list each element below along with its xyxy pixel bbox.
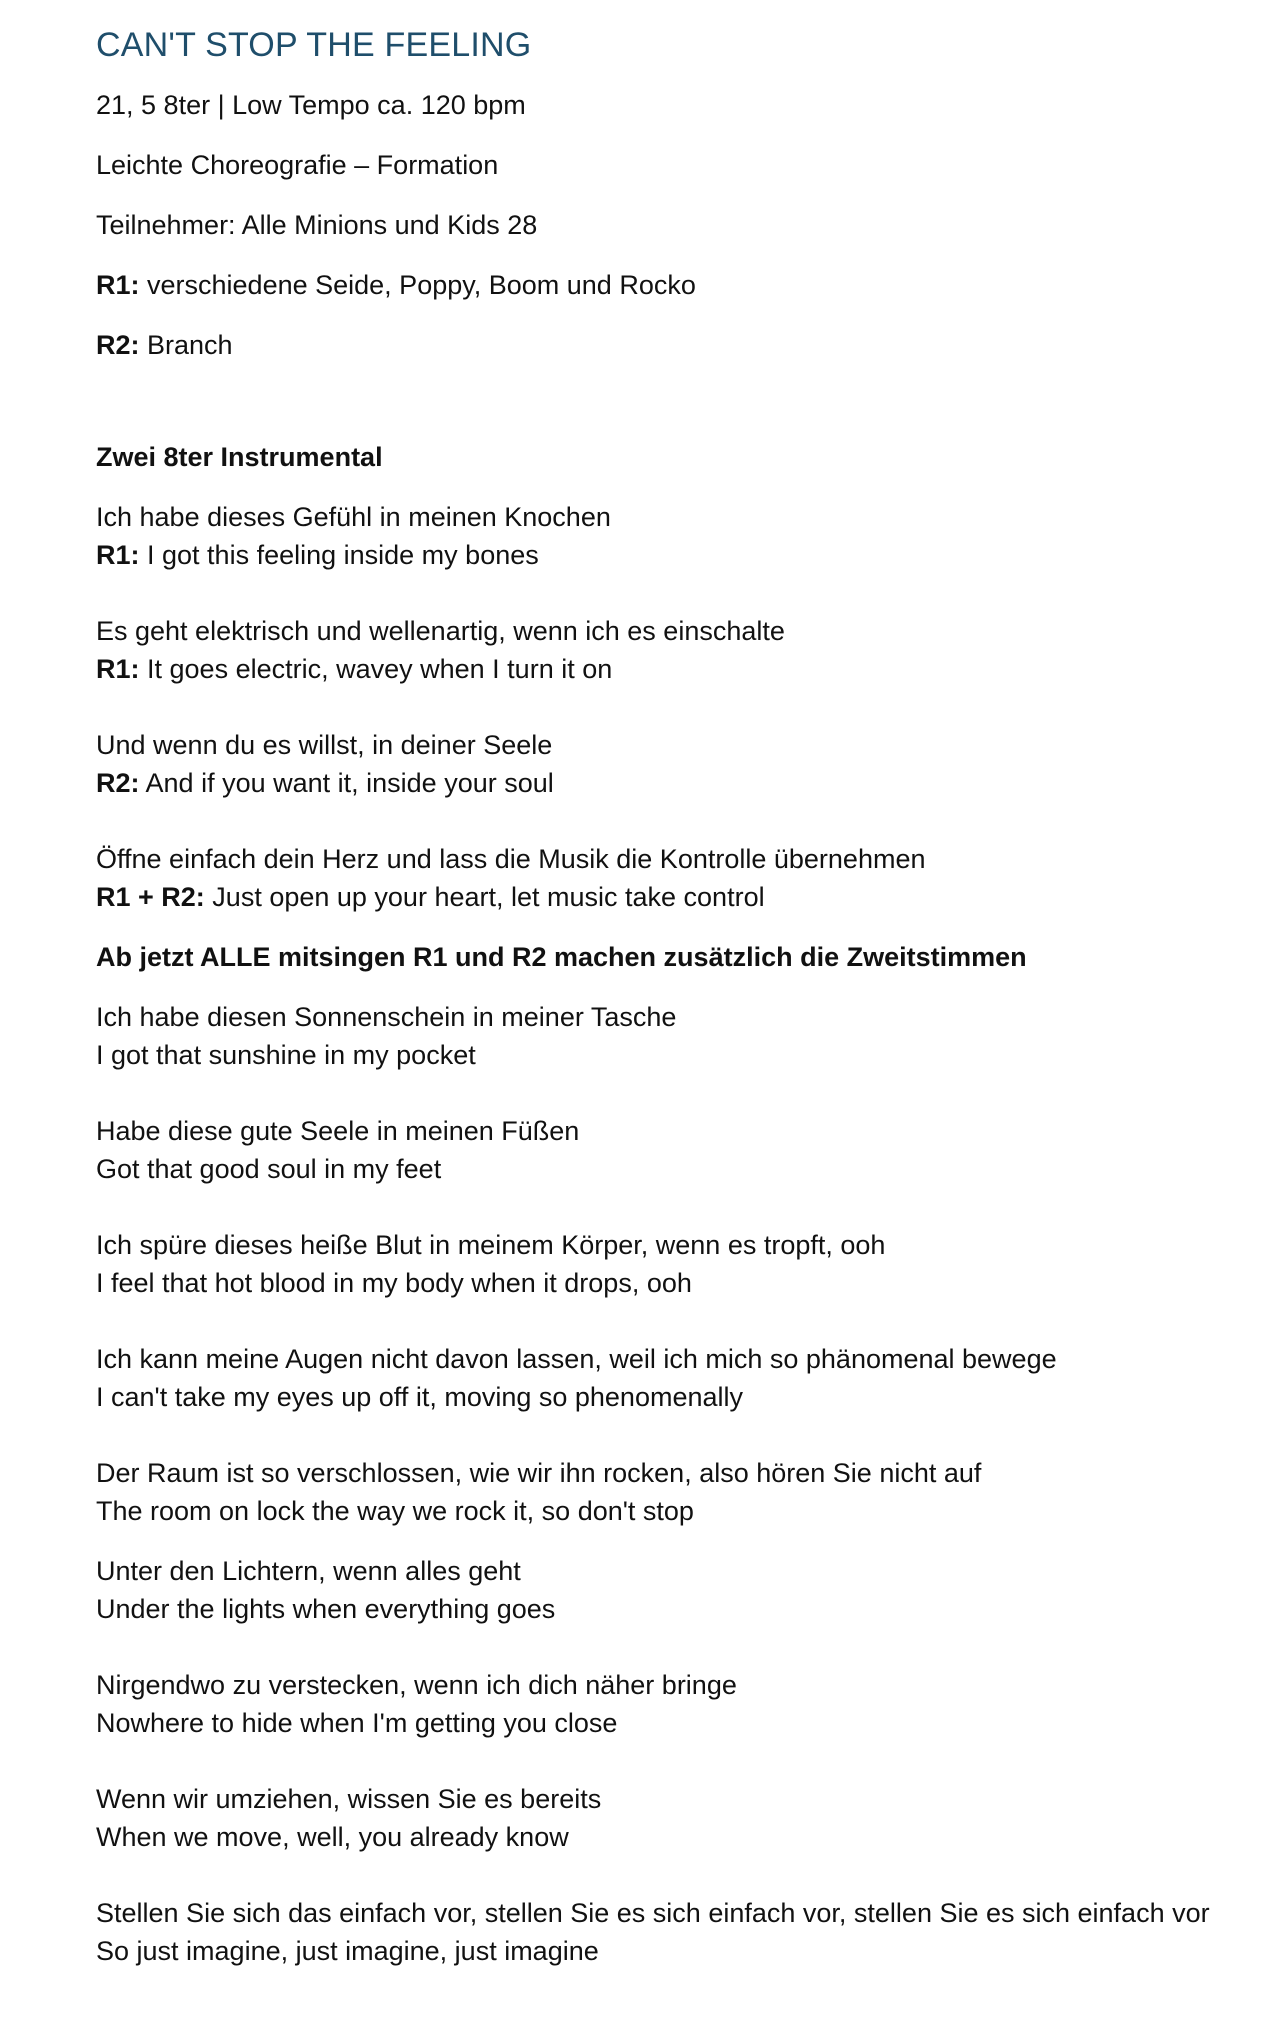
- chorus-de-line: Habe diese gute Seele in meinen Füßen: [96, 1116, 580, 1146]
- chorus-de-line: Ich kann meine Augen nicht davon lassen, weil ich mich so phänomenal bewege: [96, 1344, 1057, 1374]
- chorus-de-line: Der Raum ist so verschlossen, wie wir ihn rocken, also hören Sie nicht auf: [96, 1458, 982, 1488]
- participants-line: Teilnehmer: Alle Minions und Kids 28: [96, 210, 538, 240]
- chorus-stanza: [96, 1780, 1276, 1856]
- chorus-stanza: [96, 1894, 1276, 1970]
- verse-de-line: Öffne einfach dein Herz und lass die Musik die Kontrolle übernehmen: [96, 844, 926, 874]
- spacer: [96, 386, 1276, 438]
- chorus-en-line: Under the lights when everything goes: [96, 1594, 556, 1624]
- r2-text: Branch: [139, 330, 233, 360]
- all-sing-heading: Ab jetzt ALLE mitsingen R1 und R2 machen zusätzlich die Zweitstimmen: [96, 942, 1027, 972]
- chorus-stanza: [96, 1112, 1276, 1188]
- chorus-en-line: I can't take my eyes up off it, moving so phenomenally: [96, 1382, 743, 1412]
- chorus-stanza: [96, 1666, 1276, 1742]
- verse-stanza: [96, 840, 1276, 916]
- document: [96, 22, 1276, 1970]
- r1-label: R1:: [96, 270, 140, 300]
- verse-en-line: [96, 650, 1276, 688]
- chorus-de-line: Nirgendwo zu verstecken, wenn ich dich näher bringe: [96, 1670, 737, 1700]
- verse-role-label: R1:: [96, 654, 140, 684]
- verse-en-line: [96, 878, 1276, 916]
- verse-de-line: Ich habe dieses Gefühl in meinen Knochen: [96, 502, 611, 532]
- chorus-de-line: Wenn wir umziehen, wissen Sie es bereits: [96, 1784, 602, 1814]
- style-line: Leichte Choreografie – Formation: [96, 150, 499, 180]
- verse-role-label: R2:: [96, 768, 140, 798]
- verse-de-line: Und wenn du es willst, in deiner Seele: [96, 730, 553, 760]
- verse-role-label: R1 + R2:: [96, 882, 205, 912]
- chorus-stanza: [96, 1552, 1276, 1628]
- chorus-stanza: [96, 1454, 1276, 1530]
- verse-en-text: I got this feeling inside my bones: [139, 540, 539, 570]
- intro-heading: Zwei 8ter Instrumental: [96, 442, 383, 472]
- chorus-en-line: Nowhere to hide when I'm getting you close: [96, 1708, 618, 1738]
- song-title: CAN'T STOP THE FEELING: [96, 26, 532, 64]
- r1-text: verschiedene Seide, Poppy, Boom und Rocko: [139, 270, 696, 300]
- verse-en-line: [96, 536, 1276, 574]
- chorus-de-line: Ich habe diesen Sonnenschein in meiner Tasche: [96, 1002, 677, 1032]
- chorus-de-line: Unter den Lichtern, wenn alles geht: [96, 1556, 521, 1586]
- verse-en-line: [96, 764, 1276, 802]
- chorus-en-line: When we move, well, you already know: [96, 1822, 569, 1852]
- chorus-en-line: I feel that hot blood in my body when it drops, ooh: [96, 1268, 692, 1298]
- chorus-stanza: [96, 1226, 1276, 1302]
- tempo-line: 21, 5 8ter | Low Tempo ca. 120 bpm: [96, 90, 526, 120]
- verse-role-label: R1:: [96, 540, 140, 570]
- verse-en-text: And if you want it, inside your soul: [139, 768, 554, 798]
- verse-en-text: It goes electric, wavey when I turn it on: [139, 654, 613, 684]
- chorus-en-line: So just imagine, just imagine, just imagine: [96, 1936, 599, 1966]
- r2-assignment: [96, 326, 1276, 364]
- chorus-en-line: I got that sunshine in my pocket: [96, 1040, 476, 1070]
- verse-de-line: Es geht elektrisch und wellenartig, wenn ich es einschalte: [96, 616, 785, 646]
- verse-stanza: [96, 612, 1276, 688]
- chorus-de-line: Stellen Sie sich das einfach vor, stellen Sie es sich einfach vor, stellen Sie es sich einfach vor: [96, 1898, 1210, 1928]
- verse-en-text: Just open up your heart, let music take control: [204, 882, 765, 912]
- r1-assignment: [96, 266, 1276, 304]
- r2-label: R2:: [96, 330, 140, 360]
- chorus-stanza: [96, 1340, 1276, 1416]
- chorus-en-line: The room on lock the way we rock it, so don't stop: [96, 1496, 694, 1526]
- verse-stanza: [96, 498, 1276, 574]
- chorus-stanza: [96, 998, 1276, 1074]
- verse-stanza: [96, 726, 1276, 802]
- chorus-en-line: Got that good soul in my feet: [96, 1154, 442, 1184]
- chorus-de-line: Ich spüre dieses heiße Blut in meinem Körper, wenn es tropft, ooh: [96, 1230, 886, 1260]
